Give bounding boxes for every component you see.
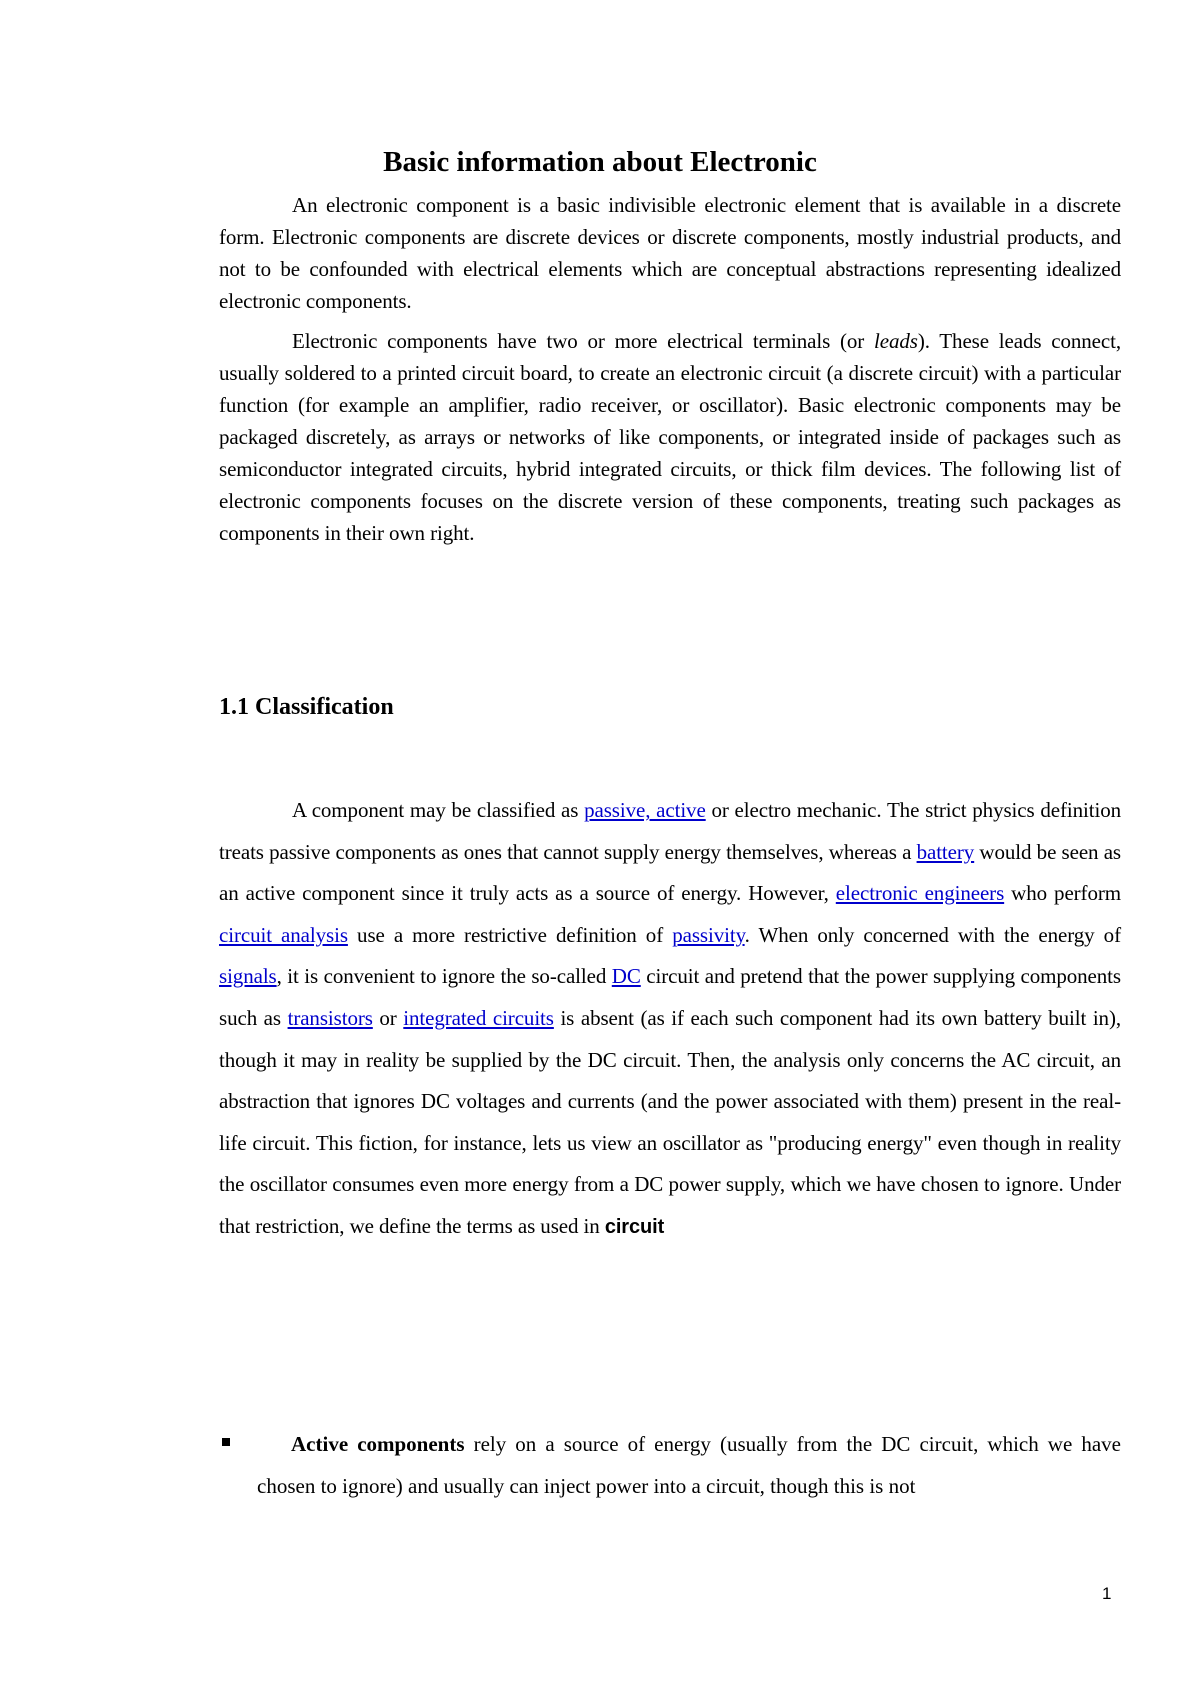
cls-text-1: A component may be classified as bbox=[292, 798, 585, 822]
section-heading: 1.1 Classification bbox=[219, 694, 394, 720]
link-dc[interactable]: DC bbox=[611, 964, 641, 989]
page-number: 1 bbox=[1102, 1584, 1112, 1603]
bullet-body bbox=[219, 1424, 1121, 1507]
intro-p2-leads: leads bbox=[874, 329, 918, 353]
link-passivity[interactable]: passivity bbox=[672, 922, 745, 947]
link-signals[interactable]: signals bbox=[219, 964, 277, 989]
cls-text-7: , it is convenient to ignore the so-called bbox=[276, 964, 612, 989]
cls-text-2: or electro mechanic. The strict physics definition treats passive components as ones that cannot supply energy themselves, whereas a bbox=[219, 798, 1121, 864]
cls-text-8: circuit and pretend that the power supplying components such as bbox=[219, 964, 1121, 1030]
bullet-list-item bbox=[219, 1424, 1121, 1507]
link-transistors[interactable]: transistors bbox=[287, 1005, 373, 1030]
intro-p2-text-b: ). These leads connect, usually soldered to a printed circuit board, to create an electronic circuit (a discrete circuit) with a particular function (for example an amplifier, radio receiver, or oscillator). Basic electronic components may be packaged discretely, as arrays or networks of like components, or integrated inside of packages such as semiconductor integrated circuits, hybrid integrated circuits, or thick film devices. The following list of electronic components focuses on the discrete version of these components, treating such packages as components in their own right. bbox=[219, 329, 1121, 545]
document-title: Basic information about Electronic bbox=[383, 146, 817, 178]
bullet-term: Active components bbox=[291, 1432, 465, 1456]
cls-text-4: who perform bbox=[1004, 881, 1121, 906]
link-integrated-circuits[interactable]: integrated circuits bbox=[403, 1005, 554, 1030]
link-electronic-engineers[interactable]: electronic engineers bbox=[835, 881, 1005, 906]
bullet-text: rely on a source of energy (usually from the DC circuit, which we have chosen to ignore) and usually can inject power into a circuit, though this is not bbox=[257, 1432, 1121, 1498]
intro-paragraph-2 bbox=[219, 325, 1121, 549]
cls-circuit-bold: circuit bbox=[604, 1215, 665, 1238]
link-battery[interactable]: battery bbox=[916, 839, 975, 864]
intro-p2-text-a: Electronic components have two or more electrical terminals (or bbox=[292, 329, 874, 353]
cls-text-9: or bbox=[372, 1005, 404, 1030]
cls-text-5: use a more restrictive definition of bbox=[347, 922, 673, 947]
link-passive-active[interactable]: passive, active bbox=[584, 798, 706, 822]
intro-paragraph-1: An electronic component is a basic indivisible electronic element that is available in a discrete form. Electronic components are discrete devices or discrete components, mostly industrial products, and not to be confounded with electrical elements which are conceptual abstractions representing idealized electronic components. bbox=[219, 193, 1121, 313]
link-circuit-analysis[interactable]: circuit analysis bbox=[219, 922, 348, 947]
classification-paragraph bbox=[219, 790, 1121, 1249]
bullet-square-icon bbox=[222, 1438, 230, 1446]
cls-text-6: . When only concerned with the energy of bbox=[744, 922, 1121, 947]
cls-text-10: is absent (as if each such component had its own battery built in), though it may in reality be supplied by the DC circuit. Then, the analysis only concerns the AC circuit, an abstraction that ignores DC voltages and currents (and the power associated with them) present in the real-life circuit. This fiction, for instance, lets us view an oscillator as "producing energy" even though in reality the oscillator consumes even more energy from a DC power supply, which we have chosen to ignore. Under that restriction, we define the terms as used in bbox=[219, 1005, 1122, 1238]
cls-text-3: would be seen as an active component since it truly acts as a source of energy. However, bbox=[219, 839, 1121, 906]
